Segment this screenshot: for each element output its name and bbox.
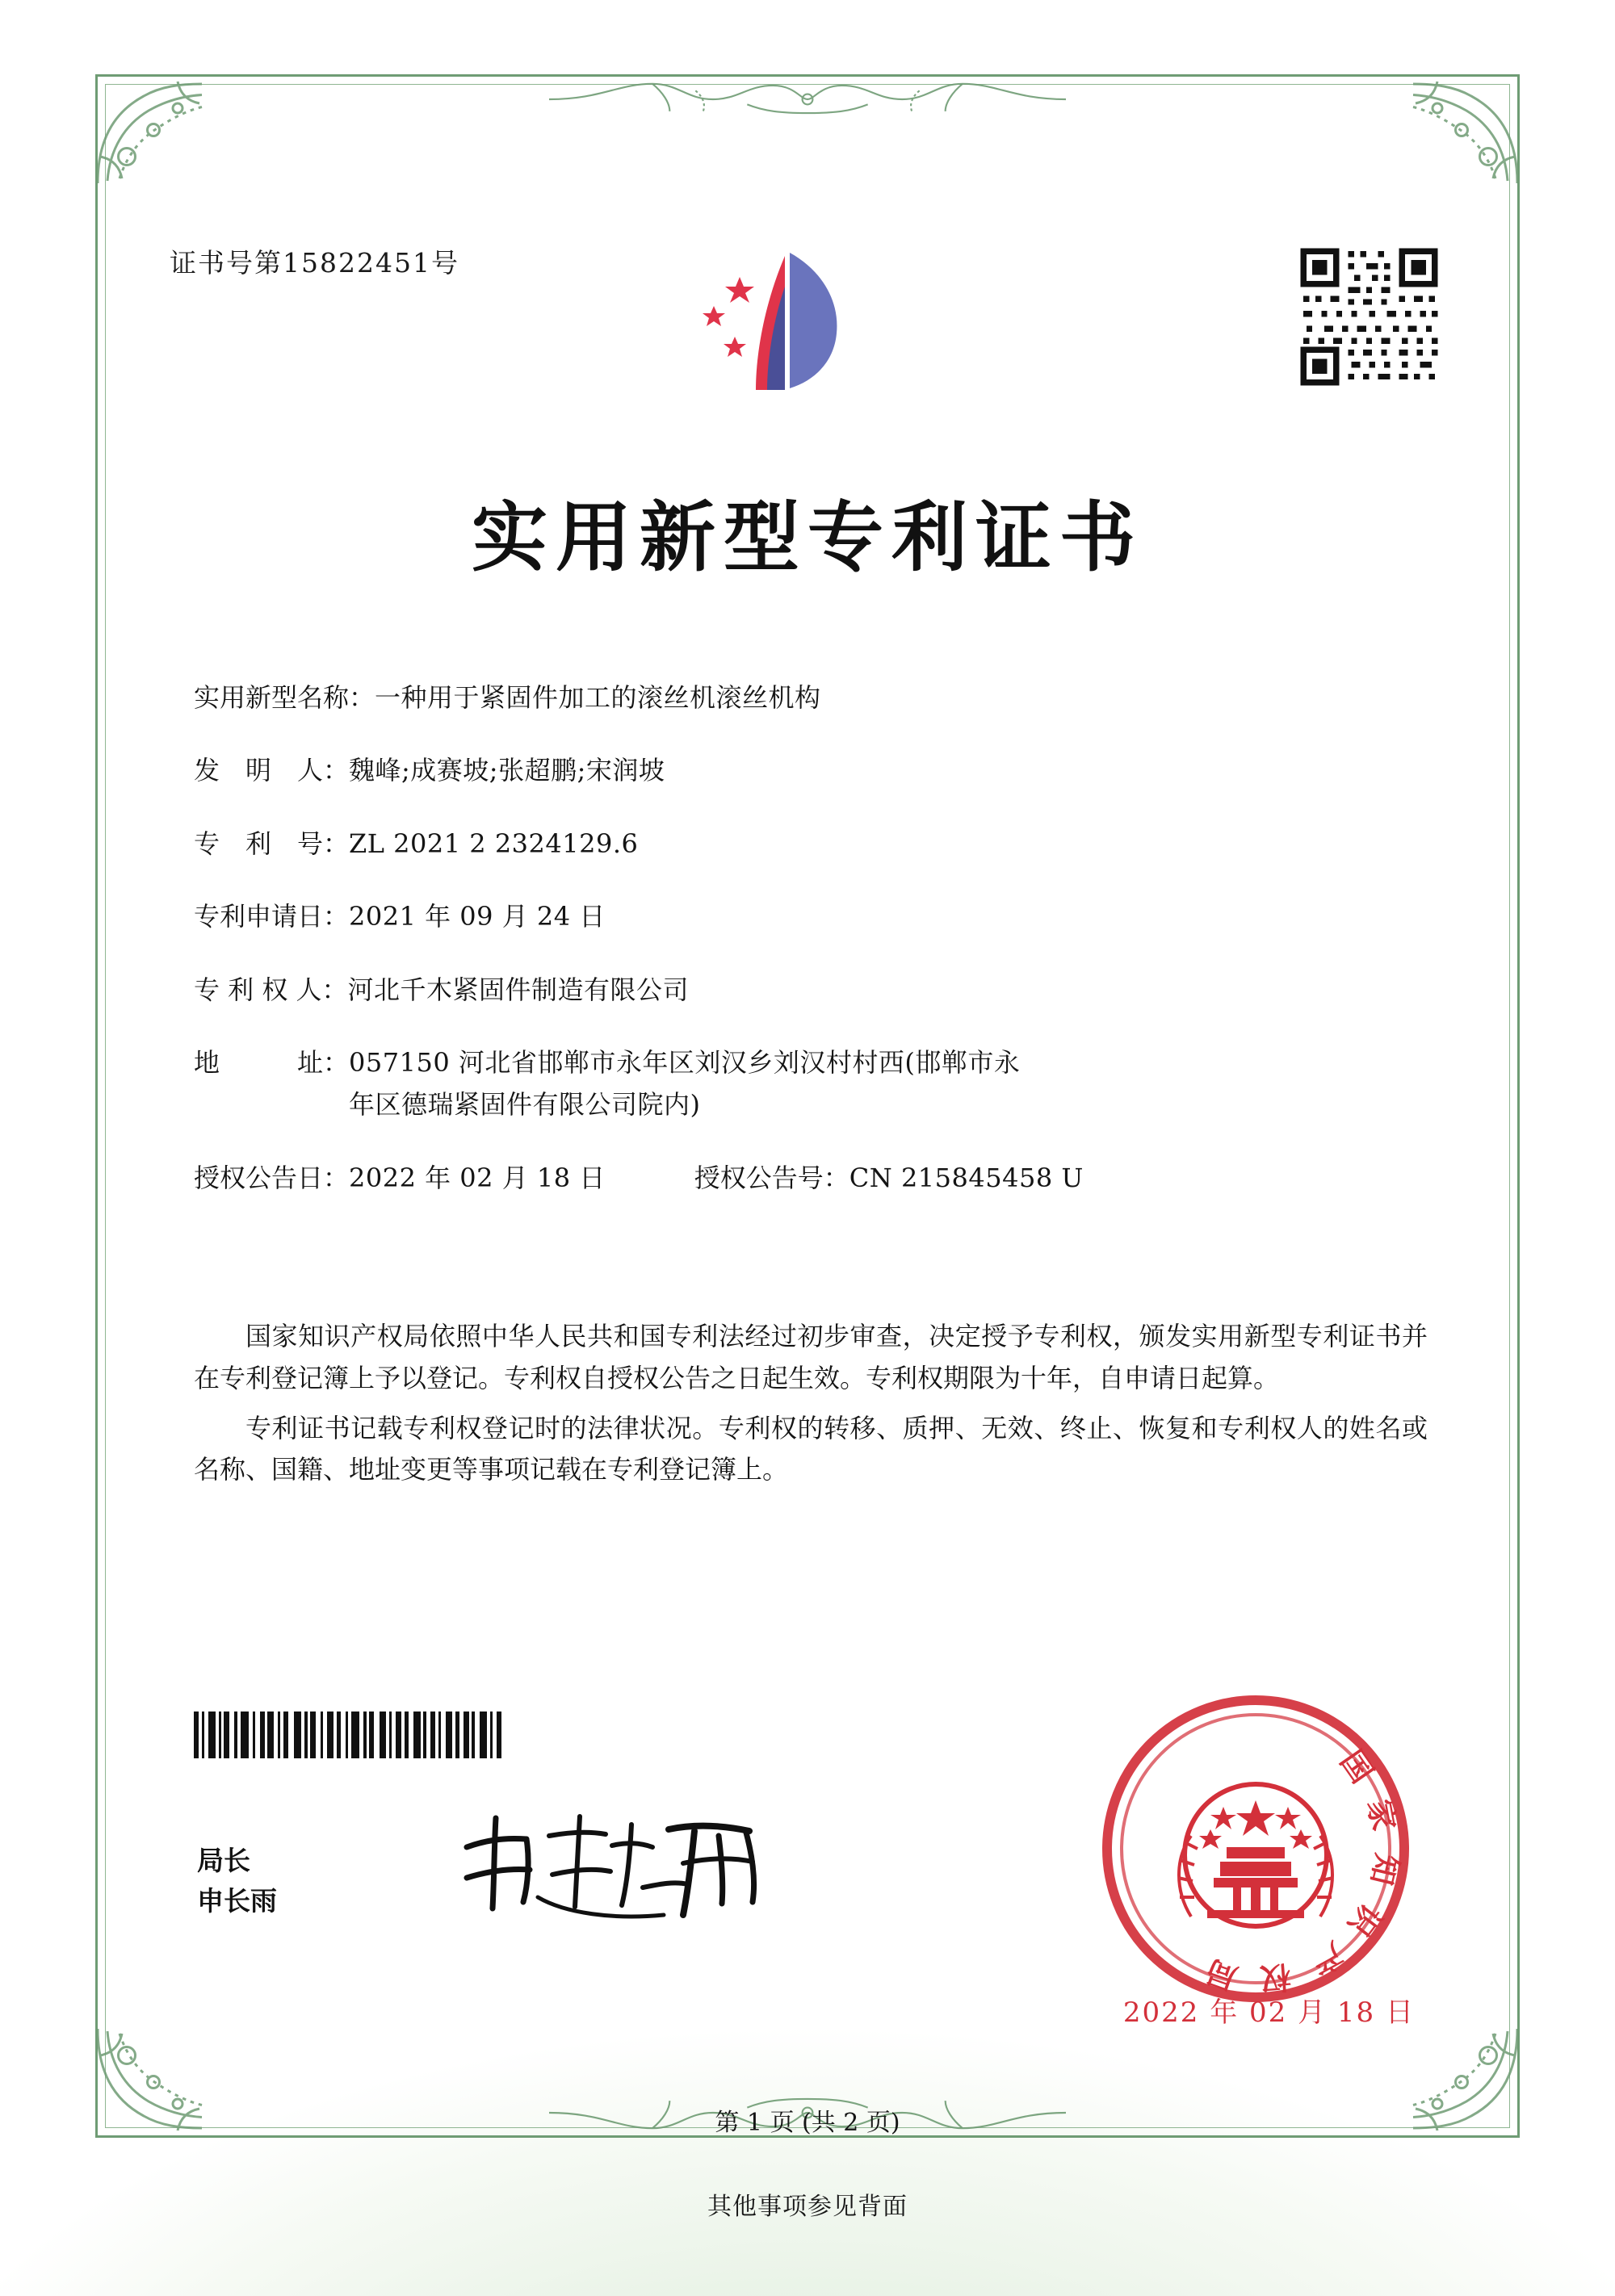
field-value: CN 215845458 U [849,1162,1084,1193]
field-list [194,682,1429,1229]
field-label: 专 利 权 人： [194,974,348,1005]
field-label: 专 利 号： [194,827,350,859]
footer-note: 其他事项参见背面 [707,2193,908,2221]
field-label: 实用新型名称： [194,682,375,713]
director-name: 申长雨 [197,1884,277,1917]
field-grant-date [194,1163,606,1193]
handwritten-signature-icon [452,1800,791,1929]
qr-code-icon [1294,242,1444,392]
corner-flourish-icon [1403,69,1525,191]
field-application-date [194,901,1429,932]
certificate-number: 证书号第15822451号 [170,247,459,279]
top-border-flourish-icon [549,71,1066,128]
corner-flourish-icon [90,69,212,191]
page-number: 第 1 页 (共 2 页) [715,2109,900,2137]
field-grant-row [194,1163,1429,1193]
director-label [197,1841,277,1921]
address-line-1: 057150 河北省邯郸市永年区刘汉乡刘汉村村西(邯郸市永 [349,1046,1021,1078]
barcode-icon [194,1712,606,1758]
cnipa-logo-icon [686,238,872,416]
field-value: 2021 年 09 月 24 日 [349,901,606,932]
field-label: 专利申请日： [194,901,350,932]
paragraph-1: 国家知识产权局依照中华人民共和国专利法经过初步审查，决定授予专利权，颁发实用新型专利证书并在专利登记簿上予以登记。专利权自授权公告之日起生效。专利权期限为十年，自申请日起算。 [194,1321,1428,1393]
field-patentee [194,974,1429,1005]
page-title: 实用新型专利证书 [471,493,1143,582]
field-patent-number [194,828,1429,859]
seal-date: 2022 年 02 月 18 日 [1122,1996,1415,2029]
svg-text:国家知识产权局: 国家知识产权局 [1182,1743,1407,1999]
field-value: 魏峰;成赛坡;张超鹏;宋润坡 [349,755,665,786]
address-line-2: 年区德瑞紧固件有限公司院内) [349,1089,701,1121]
field-utility-model-name [194,682,1429,713]
field-value: 一种用于紧固件加工的滚丝机滚丝机构 [375,682,821,713]
field-value: 2022 年 02 月 18 日 [349,1162,606,1193]
field-label: 地 址： [194,1046,350,1078]
director-title: 局长 [197,1845,250,1876]
paragraph-2: 专利证书记载专利权登记时的法律状况。专利权的转移、质押、无效、终止、恢复和专利权人的姓名或名称、国籍、地址变更等事项记载在专利登记簿上。 [194,1412,1428,1485]
national-emblem-red-seal-icon [1094,1687,1417,2010]
field-grant-number [694,1163,1084,1193]
field-address [194,1047,1429,1121]
field-label: 授权公告日： [194,1162,350,1193]
legal-text [194,1316,1428,1499]
field-value [349,1047,1429,1121]
field-inventors [194,755,1429,786]
field-value: ZL 2021 2 2324129.6 [349,827,639,859]
field-label: 发 明 人： [194,755,350,786]
field-value: 河北千木紧固件制造有限公司 [347,974,690,1005]
field-label: 授权公告号： [694,1162,849,1193]
